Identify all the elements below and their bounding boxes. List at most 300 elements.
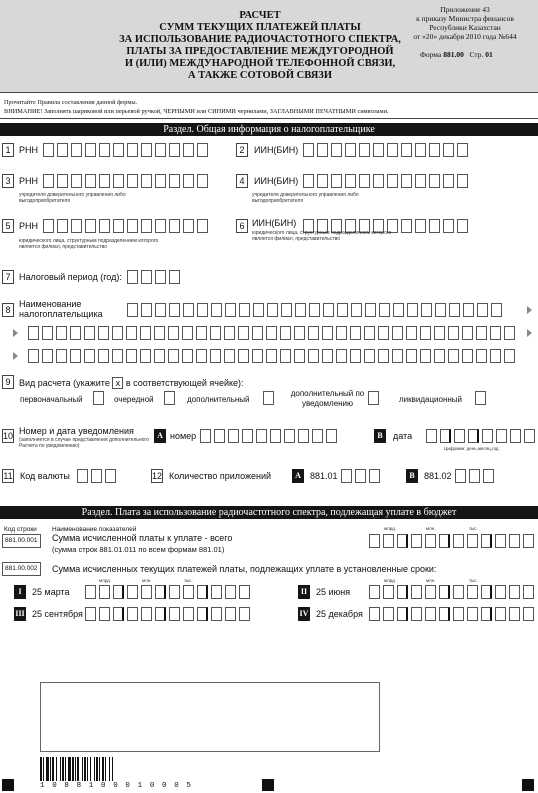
taxpayer-name-cells-1[interactable] — [127, 303, 502, 317]
entry-cell[interactable] — [448, 349, 459, 363]
entry-cell[interactable] — [168, 349, 179, 363]
entry-cell[interactable] — [345, 143, 356, 157]
entry-cell[interactable] — [415, 174, 426, 188]
entry-cell[interactable] — [392, 326, 403, 340]
entry-cell[interactable] — [113, 607, 124, 621]
entry-cell[interactable] — [415, 219, 426, 233]
entry-cell[interactable] — [397, 534, 408, 548]
entry-cell[interactable] — [481, 607, 492, 621]
entry-cell[interactable] — [434, 326, 445, 340]
label-text: в соответствующей ячейке): — [125, 378, 244, 388]
entry-cell[interactable] — [112, 349, 123, 363]
option-liquidation-label: ликвидационный — [399, 395, 463, 404]
entry-cell[interactable] — [411, 607, 422, 621]
entry-cell[interactable] — [420, 326, 431, 340]
entry-cell[interactable] — [154, 326, 165, 340]
entry-cell[interactable] — [183, 303, 194, 317]
entry-cell[interactable] — [57, 143, 68, 157]
entry-cell[interactable] — [141, 303, 152, 317]
entry-cell[interactable] — [197, 219, 208, 233]
entry-cell[interactable] — [467, 585, 478, 599]
entry-cell[interactable] — [369, 469, 380, 483]
entry-cell[interactable] — [350, 349, 361, 363]
taxpayer-name-cells-2[interactable] — [28, 326, 515, 340]
entry-cell[interactable] — [491, 303, 502, 317]
entry-cell[interactable] — [127, 143, 138, 157]
entry-cell[interactable] — [312, 429, 323, 443]
entry-cell[interactable] — [127, 219, 138, 233]
notice-label: Номер и дата уведомления — [19, 426, 134, 436]
notice-number-cells[interactable] — [200, 429, 337, 443]
entry-cell[interactable] — [155, 607, 166, 621]
entry-cell[interactable] — [197, 585, 208, 599]
entry-cell[interactable] — [239, 585, 250, 599]
instructions — [4, 99, 389, 116]
entry-cell[interactable] — [463, 303, 474, 317]
entry-cell[interactable] — [365, 303, 376, 317]
entry-cell[interactable] — [155, 303, 166, 317]
attachment-88101-label: 881.01 — [310, 471, 338, 481]
entry-cell[interactable] — [426, 429, 437, 443]
entry-cell[interactable] — [523, 585, 534, 599]
taxpayer-name-cells-3[interactable] — [28, 349, 515, 363]
mark-sample: x — [112, 377, 123, 389]
entry-cell[interactable] — [71, 143, 82, 157]
entry-cell[interactable] — [294, 349, 305, 363]
entry-cell[interactable] — [225, 585, 236, 599]
entry-cell[interactable] — [443, 219, 454, 233]
entry-cell[interactable] — [42, 326, 53, 340]
entry-cell[interactable] — [457, 143, 468, 157]
entry-cell[interactable] — [256, 429, 267, 443]
parent-rnn-cells[interactable] — [43, 219, 208, 233]
entry-cell[interactable] — [155, 143, 166, 157]
trustee-iin-cells[interactable] — [303, 174, 468, 188]
entry-cell[interactable] — [85, 174, 96, 188]
entry-cell[interactable] — [85, 607, 96, 621]
entry-cell[interactable] — [197, 303, 208, 317]
entry-cell[interactable] — [238, 326, 249, 340]
entry-cell[interactable] — [225, 607, 236, 621]
entry-cell[interactable] — [369, 585, 380, 599]
entry-cell[interactable] — [56, 326, 67, 340]
entry-cell[interactable] — [155, 270, 166, 284]
entry-cell[interactable] — [214, 429, 225, 443]
entry-cell[interactable] — [336, 326, 347, 340]
entry-cell[interactable] — [295, 303, 306, 317]
entry-cell[interactable] — [57, 219, 68, 233]
entry-cell[interactable] — [434, 349, 445, 363]
title-line: ЗА ИСПОЛЬЗОВАНИЕ РАДИОЧАСТОТНОГО СПЕКТРА, — [119, 34, 401, 45]
entry-cell[interactable] — [378, 326, 389, 340]
option-liquidation-checkbox[interactable] — [475, 391, 486, 405]
entry-cell[interactable] — [126, 326, 137, 340]
entry-cell[interactable] — [373, 143, 384, 157]
entry-cell[interactable] — [322, 349, 333, 363]
entry-cell[interactable] — [211, 585, 222, 599]
entry-cell[interactable] — [457, 174, 468, 188]
entry-cell[interactable] — [523, 534, 534, 548]
entry-cell[interactable] — [127, 303, 138, 317]
entry-cell[interactable] — [462, 349, 473, 363]
entry-cell[interactable] — [197, 174, 208, 188]
option-regular-checkbox[interactable] — [164, 391, 175, 405]
entry-cell[interactable] — [183, 143, 194, 157]
entry-cell[interactable] — [421, 303, 432, 317]
entry-cell[interactable] — [141, 143, 152, 157]
entry-cell[interactable] — [28, 326, 39, 340]
entry-cell[interactable] — [425, 534, 436, 548]
entry-cell[interactable] — [98, 349, 109, 363]
line-code-001: 881.00.001 — [2, 534, 41, 548]
entry-cell[interactable] — [439, 534, 450, 548]
entry-cell[interactable] — [239, 607, 250, 621]
annex-line: от «20» декабря 2010 года №644 — [413, 32, 517, 41]
entry-cell[interactable] — [350, 326, 361, 340]
line-001-cells[interactable] — [369, 534, 534, 548]
entry-cell[interactable] — [211, 303, 222, 317]
trustee-rnn-label: РНН — [19, 176, 39, 186]
entry-cell[interactable] — [448, 326, 459, 340]
line-code-002: 881.00.002 — [2, 562, 41, 576]
entry-cell[interactable] — [91, 469, 102, 483]
entry-cell[interactable] — [373, 174, 384, 188]
entry-cell[interactable] — [495, 585, 506, 599]
entry-cell[interactable] — [317, 143, 328, 157]
entry-cell[interactable] — [99, 143, 110, 157]
entry-cell[interactable] — [510, 429, 521, 443]
entry-cell[interactable] — [224, 349, 235, 363]
entry-cell[interactable] — [84, 349, 95, 363]
entry-cell[interactable] — [183, 585, 194, 599]
entry-cell[interactable] — [196, 349, 207, 363]
taxpayer-name-label — [19, 299, 103, 319]
entry-cell[interactable] — [84, 326, 95, 340]
entry-cell[interactable] — [85, 585, 96, 599]
currency-code-label: Код валюты — [20, 471, 70, 481]
entry-cell[interactable] — [509, 607, 520, 621]
entry-cell[interactable] — [429, 174, 440, 188]
entry-cell[interactable] — [155, 174, 166, 188]
entry-cell[interactable] — [454, 429, 465, 443]
col-code-header: Код строки — [4, 526, 37, 533]
entry-cell[interactable] — [379, 303, 390, 317]
entry-cell[interactable] — [71, 174, 82, 188]
entry-cell[interactable] — [453, 534, 464, 548]
badge-a: A — [154, 429, 166, 443]
entry-cell[interactable] — [490, 326, 501, 340]
entry-cell[interactable] — [200, 429, 211, 443]
term-december-label: 25 декабря — [316, 609, 363, 619]
entry-cell[interactable] — [105, 469, 116, 483]
entry-cell[interactable] — [504, 326, 515, 340]
entry-cell[interactable] — [169, 270, 180, 284]
entry-cell[interactable] — [435, 303, 446, 317]
entry-cell[interactable] — [183, 174, 194, 188]
entry-cell[interactable] — [351, 303, 362, 317]
entry-cell[interactable] — [392, 349, 403, 363]
entry-cell[interactable] — [113, 219, 124, 233]
entry-cell[interactable] — [495, 534, 506, 548]
entry-cell[interactable] — [228, 429, 239, 443]
term-badge-ii: II — [298, 585, 310, 599]
entry-cell[interactable] — [169, 143, 180, 157]
instruction-line: Прочитайте Правила составления данной формы. — [4, 99, 138, 106]
entry-cell[interactable] — [71, 219, 82, 233]
entry-cell[interactable] — [43, 174, 54, 188]
entry-cell[interactable] — [127, 174, 138, 188]
entry-cell[interactable] — [70, 349, 81, 363]
notice-date-cells[interactable] — [426, 429, 535, 443]
entry-cell[interactable] — [449, 303, 460, 317]
entry-cell[interactable] — [317, 174, 328, 188]
entry-cell[interactable] — [504, 349, 515, 363]
entry-cell[interactable] — [140, 349, 151, 363]
entry-cell[interactable] — [169, 607, 180, 621]
entry-cell[interactable] — [239, 303, 250, 317]
entry-cell[interactable] — [127, 607, 138, 621]
entry-cell[interactable] — [439, 607, 450, 621]
entry-cell[interactable] — [406, 349, 417, 363]
entry-cell[interactable] — [483, 469, 494, 483]
attachment-88102-cells[interactable] — [455, 469, 494, 483]
entry-cell[interactable] — [462, 326, 473, 340]
entry-cell[interactable] — [141, 585, 152, 599]
entry-cell[interactable] — [359, 174, 370, 188]
entry-cell[interactable] — [238, 349, 249, 363]
entry-cell[interactable] — [393, 303, 404, 317]
entry-cell[interactable] — [169, 174, 180, 188]
entry-cell[interactable] — [337, 303, 348, 317]
entry-cell[interactable] — [140, 326, 151, 340]
entry-cell[interactable] — [331, 143, 342, 157]
entry-cell[interactable] — [77, 469, 88, 483]
entry-cell[interactable] — [169, 219, 180, 233]
entry-cell[interactable] — [99, 607, 110, 621]
entry-cell[interactable] — [56, 349, 67, 363]
entry-cell[interactable] — [496, 429, 507, 443]
entry-cell[interactable] — [401, 143, 412, 157]
entry-cell[interactable] — [252, 326, 263, 340]
entry-cell[interactable] — [429, 143, 440, 157]
entry-cell[interactable] — [197, 607, 208, 621]
entry-cell[interactable] — [182, 326, 193, 340]
entry-cell[interactable] — [443, 143, 454, 157]
entry-cell[interactable] — [99, 219, 110, 233]
entry-cell[interactable] — [284, 429, 295, 443]
entry-cell[interactable] — [169, 585, 180, 599]
entry-cell[interactable] — [266, 326, 277, 340]
entry-cell[interactable] — [490, 349, 501, 363]
entry-cell[interactable] — [364, 349, 375, 363]
entry-cell[interactable] — [477, 303, 488, 317]
field-number: 1 — [2, 143, 14, 157]
entry-cell[interactable] — [270, 429, 281, 443]
entry-cell[interactable] — [326, 429, 337, 443]
entry-cell[interactable] — [155, 219, 166, 233]
entry-cell[interactable] — [196, 326, 207, 340]
entry-cell[interactable] — [407, 303, 418, 317]
entry-cell[interactable] — [266, 349, 277, 363]
entry-cell[interactable] — [70, 326, 81, 340]
entry-cell[interactable] — [509, 534, 520, 548]
entry-cell[interactable] — [401, 174, 412, 188]
entry-cell[interactable] — [183, 607, 194, 621]
entry-cell[interactable] — [298, 429, 309, 443]
entry-cell[interactable] — [457, 219, 468, 233]
entry-cell[interactable] — [509, 585, 520, 599]
entry-cell[interactable] — [308, 349, 319, 363]
entry-cell[interactable] — [453, 585, 464, 599]
entry-cell[interactable] — [210, 349, 221, 363]
entry-cell[interactable] — [495, 607, 506, 621]
entry-cell[interactable] — [197, 143, 208, 157]
entry-cell[interactable] — [43, 219, 54, 233]
entry-cell[interactable] — [309, 303, 320, 317]
entry-cell[interactable] — [85, 219, 96, 233]
currency-code-cells[interactable] — [77, 469, 116, 483]
entry-cell[interactable] — [182, 349, 193, 363]
entry-cell[interactable] — [341, 469, 352, 483]
entry-cell[interactable] — [113, 585, 124, 599]
term-june-cells[interactable] — [369, 585, 534, 599]
entry-cell[interactable] — [168, 326, 179, 340]
entry-cell[interactable] — [252, 349, 263, 363]
entry-cell[interactable] — [336, 349, 347, 363]
entry-cell[interactable] — [397, 607, 408, 621]
entry-cell[interactable] — [455, 469, 466, 483]
option-additional-checkbox[interactable] — [263, 391, 274, 405]
entry-cell[interactable] — [468, 429, 479, 443]
iin-bin-cells[interactable] — [303, 143, 468, 157]
entry-cell[interactable] — [415, 143, 426, 157]
entry-cell[interactable] — [345, 174, 356, 188]
entry-cell[interactable] — [322, 326, 333, 340]
entry-cell[interactable] — [98, 326, 109, 340]
entry-cell[interactable] — [141, 607, 152, 621]
rnn-cells[interactable] — [43, 143, 208, 157]
entry-cell[interactable] — [154, 349, 165, 363]
entry-cell[interactable] — [253, 303, 264, 317]
entry-cell[interactable] — [481, 585, 492, 599]
entry-cell[interactable] — [476, 326, 487, 340]
entry-cell[interactable] — [99, 585, 110, 599]
entry-cell[interactable] — [378, 349, 389, 363]
entry-cell[interactable] — [476, 349, 487, 363]
entry-cell[interactable] — [429, 219, 440, 233]
entry-cell[interactable] — [355, 469, 366, 483]
entry-cell[interactable] — [443, 174, 454, 188]
term-december-cells[interactable] — [369, 607, 534, 621]
entry-cell[interactable] — [308, 326, 319, 340]
entry-cell[interactable] — [406, 326, 417, 340]
option-notice-checkbox[interactable] — [368, 391, 379, 405]
entry-cell[interactable] — [387, 174, 398, 188]
entry-cell[interactable] — [369, 534, 380, 548]
entry-cell[interactable] — [85, 143, 96, 157]
entry-cell[interactable] — [267, 303, 278, 317]
entry-cell[interactable] — [113, 143, 124, 157]
entry-cell[interactable] — [141, 219, 152, 233]
entry-cell[interactable] — [280, 326, 291, 340]
entry-cell[interactable] — [440, 429, 451, 443]
entry-cell[interactable] — [411, 585, 422, 599]
entry-cell[interactable] — [294, 326, 305, 340]
entry-cell[interactable] — [387, 143, 398, 157]
entry-cell[interactable] — [43, 143, 54, 157]
entry-cell[interactable] — [323, 303, 334, 317]
entry-cell[interactable] — [467, 607, 478, 621]
entry-cell[interactable] — [383, 607, 394, 621]
entry-cell[interactable] — [359, 143, 370, 157]
entry-cell[interactable] — [439, 585, 450, 599]
entry-cell[interactable] — [210, 326, 221, 340]
entry-cell[interactable] — [127, 585, 138, 599]
entry-cell[interactable] — [364, 326, 375, 340]
entry-cell[interactable] — [425, 607, 436, 621]
entry-cell[interactable] — [112, 326, 123, 340]
entry-cell[interactable] — [524, 429, 535, 443]
entry-cell[interactable] — [383, 534, 394, 548]
entry-cell[interactable] — [397, 585, 408, 599]
option-initial-checkbox[interactable] — [93, 391, 104, 405]
entry-cell[interactable] — [113, 174, 124, 188]
entry-cell[interactable] — [127, 270, 138, 284]
entry-cell[interactable] — [303, 174, 314, 188]
attachment-88101-cells[interactable] — [341, 469, 380, 483]
entry-cell[interactable] — [42, 349, 53, 363]
entry-cell[interactable] — [383, 585, 394, 599]
entry-cell[interactable] — [169, 303, 180, 317]
entry-cell[interactable] — [425, 585, 436, 599]
tax-period-cells[interactable] — [127, 270, 180, 284]
entry-cell[interactable] — [225, 303, 236, 317]
entry-cell[interactable] — [211, 607, 222, 621]
entry-cell[interactable] — [523, 607, 534, 621]
entry-cell[interactable] — [155, 585, 166, 599]
trustee-rnn-cells[interactable] — [43, 174, 208, 188]
section-general-title: Раздел. Общая информация о налогоплательщике — [0, 123, 538, 136]
entry-cell[interactable] — [303, 143, 314, 157]
entry-cell[interactable] — [469, 469, 480, 483]
entry-cell[interactable] — [281, 303, 292, 317]
entry-cell[interactable] — [369, 607, 380, 621]
entry-cell[interactable] — [481, 534, 492, 548]
term-june-label: 25 июня — [316, 587, 351, 597]
entry-cell[interactable] — [183, 219, 194, 233]
entry-cell[interactable] — [99, 174, 110, 188]
entry-cell[interactable] — [467, 534, 478, 548]
entry-cell[interactable] — [57, 174, 68, 188]
entry-cell[interactable] — [401, 219, 412, 233]
entry-cell[interactable] — [141, 174, 152, 188]
attachments-label: Количество приложений — [169, 471, 272, 481]
entry-cell[interactable] — [453, 607, 464, 621]
entry-cell[interactable] — [224, 326, 235, 340]
entry-cell[interactable] — [420, 349, 431, 363]
entry-cell[interactable] — [280, 349, 291, 363]
attachment-88102-label: 881.02 — [424, 471, 452, 481]
term-march-cells[interactable] — [85, 585, 250, 599]
entry-cell[interactable] — [242, 429, 253, 443]
entry-cell[interactable] — [126, 349, 137, 363]
entry-cell[interactable] — [141, 270, 152, 284]
entry-cell[interactable] — [331, 174, 342, 188]
term-september-cells[interactable] — [85, 607, 250, 621]
entry-cell[interactable] — [28, 349, 39, 363]
entry-cell[interactable] — [482, 429, 493, 443]
entry-cell[interactable] — [411, 534, 422, 548]
